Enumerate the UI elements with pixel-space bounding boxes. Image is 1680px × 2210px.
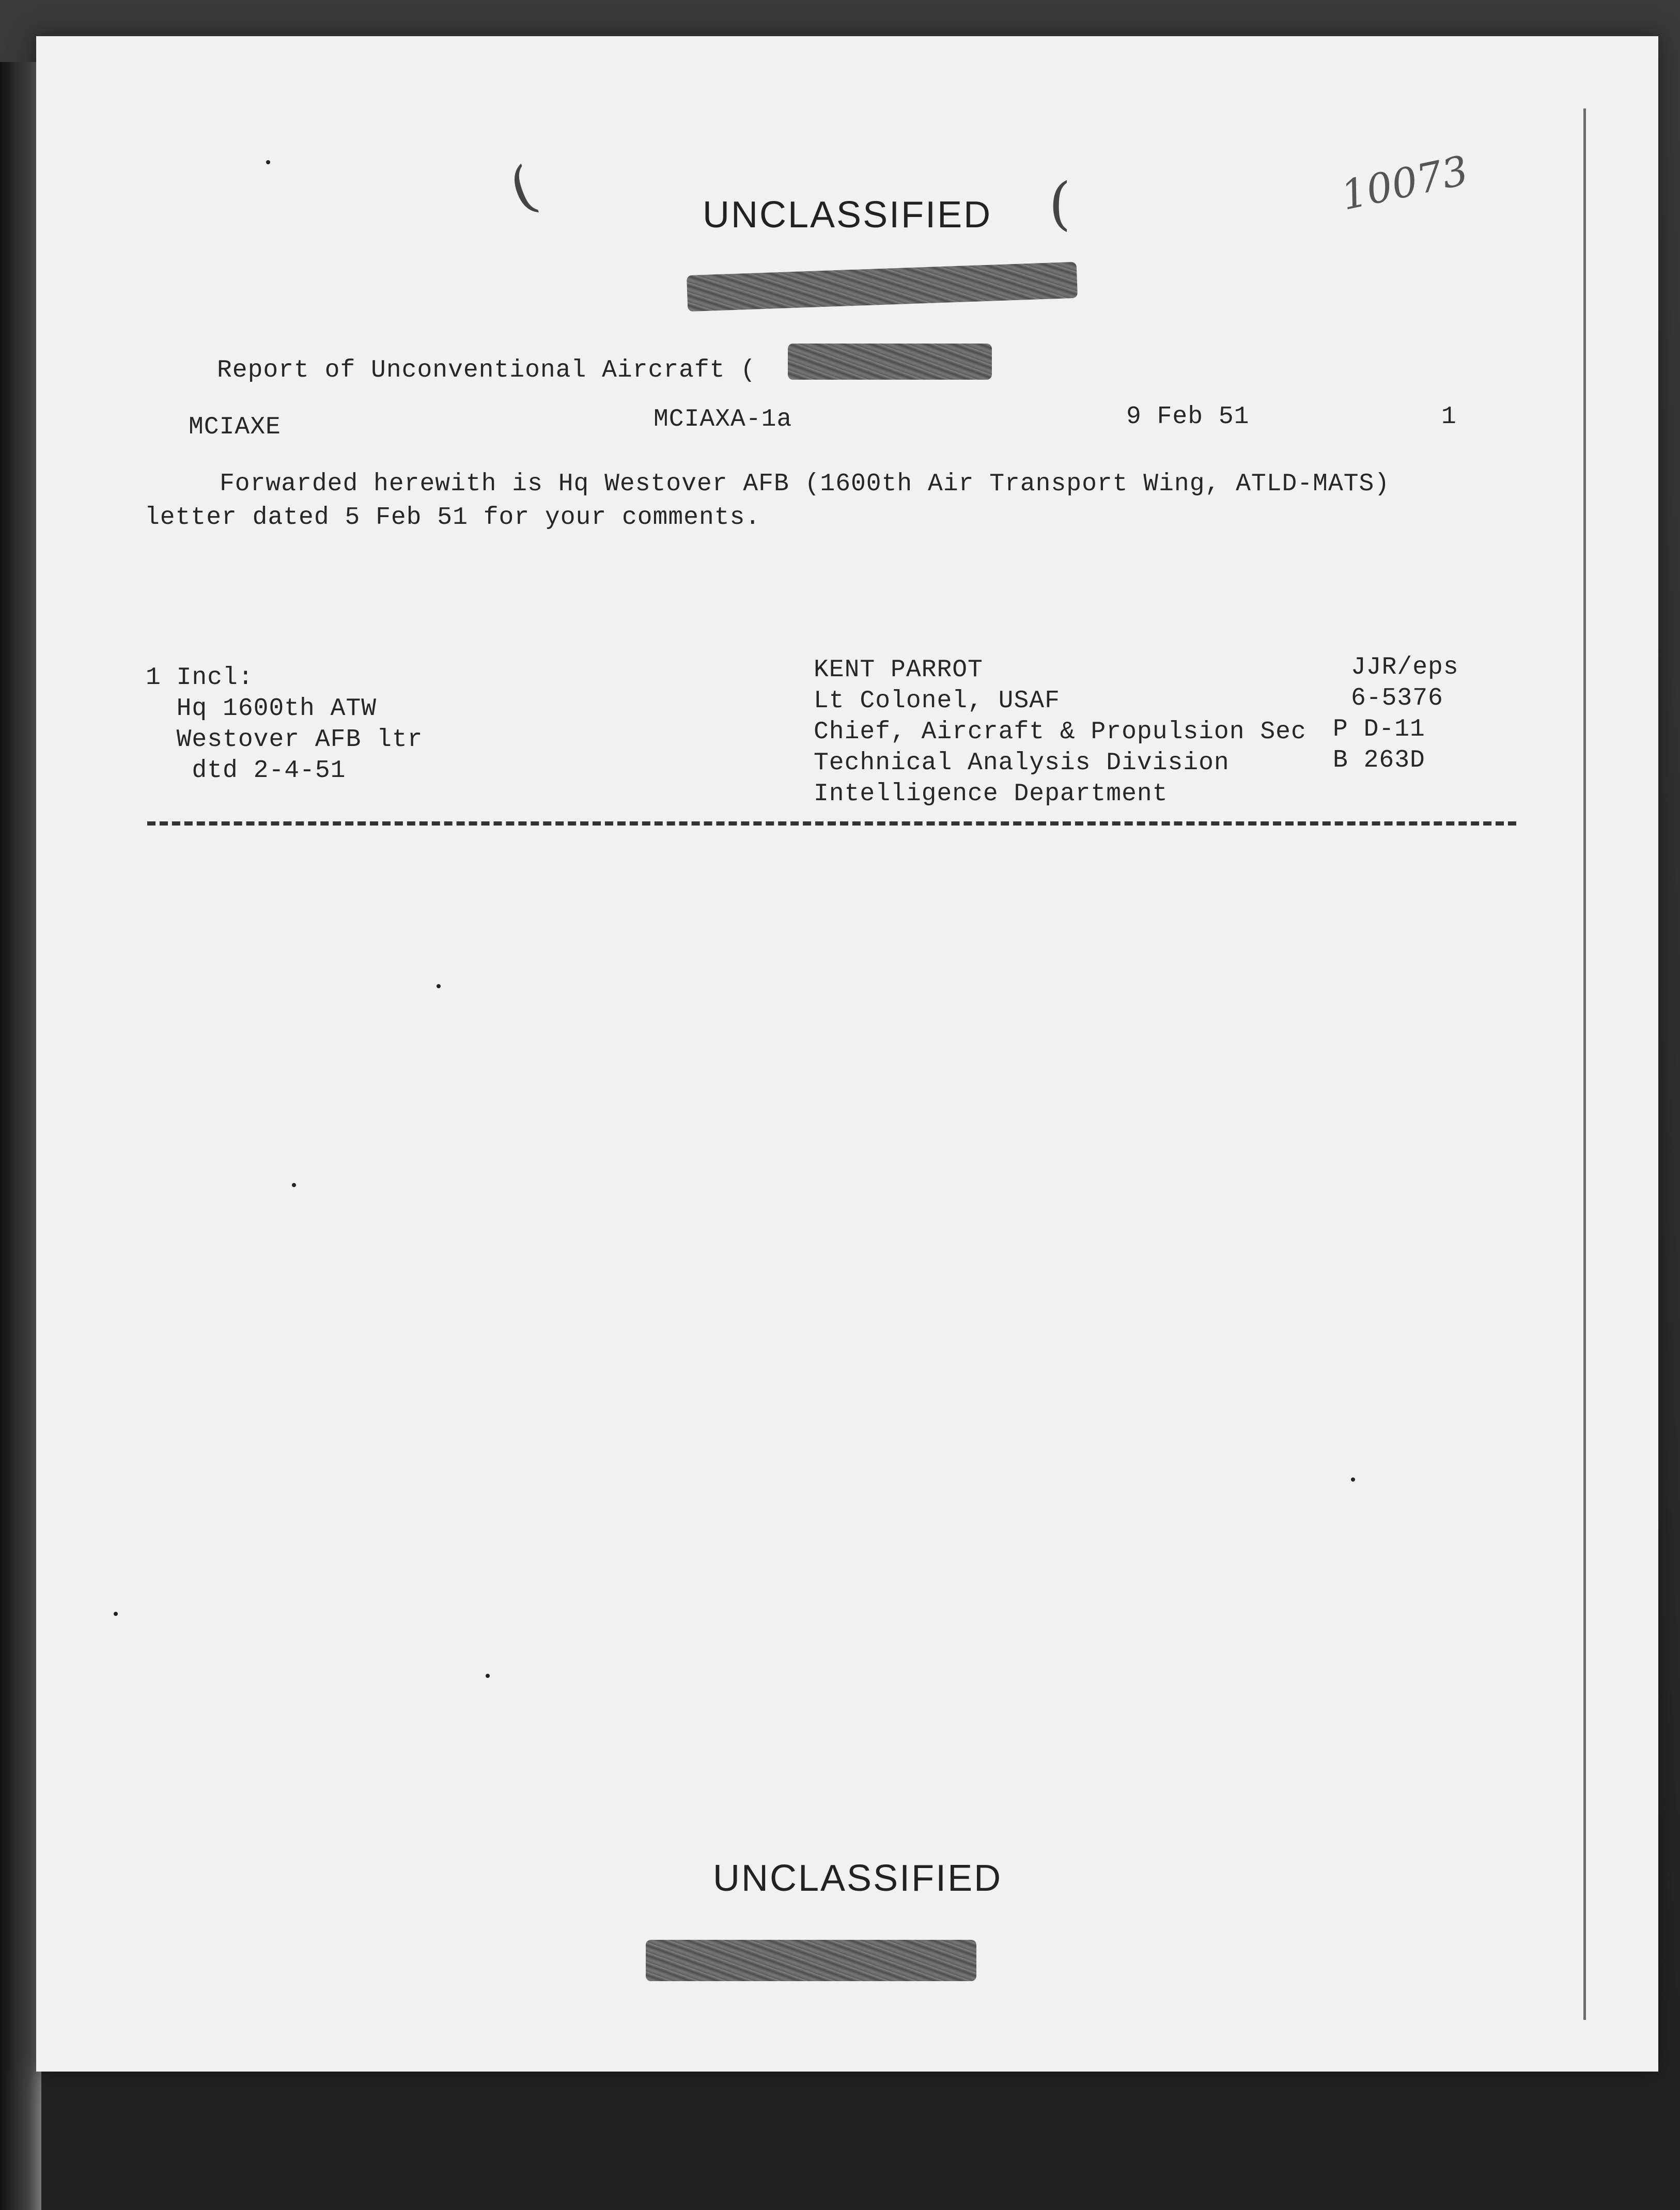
scan-speck xyxy=(266,160,270,164)
signature-line: KENT PARROT xyxy=(814,656,983,684)
bottom-classification-stamp: UNCLASSIFIED xyxy=(713,1858,1003,1899)
routing-line: JJR/eps xyxy=(1351,653,1459,681)
scan-speck xyxy=(292,1183,296,1187)
bottom-redaction-bar xyxy=(646,1940,976,1981)
page-number: 1 xyxy=(1441,403,1457,431)
enclosure-line: dtd 2-4-51 xyxy=(146,757,346,785)
scan-speck xyxy=(437,984,441,988)
header-mark-right: ( xyxy=(1049,170,1071,237)
enclosure-line: Hq 1600th ATW xyxy=(146,695,377,723)
subject-line: Report of Unconventional Aircraft ( xyxy=(217,356,756,384)
body-line-2: letter dated 5 Feb 51 for your comments. xyxy=(145,504,761,532)
routing-line: 6-5376 xyxy=(1351,684,1443,712)
to-office-symbol: MCIAXA-1a xyxy=(654,406,792,433)
enclosure-line: 1 Incl: xyxy=(146,664,254,692)
signature-line: Technical Analysis Division xyxy=(814,749,1230,777)
scan-speck xyxy=(1351,1477,1355,1482)
header-mark-left: ( xyxy=(501,153,545,223)
signature-line: Chief, Aircraft & Propulsion Sec xyxy=(814,718,1306,746)
body-line-1: Forwarded herewith is Hq Westover AFB (1600th Air Transport Wing, ATLD-MATS) xyxy=(220,470,1390,498)
scan-speck xyxy=(114,1612,118,1616)
signature-line: Intelligence Department xyxy=(814,780,1168,808)
document-date: 9 Feb 51 xyxy=(1126,403,1250,431)
dashed-separator xyxy=(147,821,1516,826)
top-classification-stamp: UNCLASSIFIED xyxy=(703,194,992,236)
routing-line: B 263D xyxy=(1333,746,1425,774)
subject-redaction xyxy=(788,344,992,380)
enclosure-line: Westover AFB ltr xyxy=(146,726,423,754)
scan-speck xyxy=(486,1674,490,1678)
handwritten-file-number: 10073 xyxy=(1337,147,1472,220)
signature-line: Lt Colonel, USAF xyxy=(814,687,1060,715)
page-right-edge-line xyxy=(1583,108,1586,2020)
document-page xyxy=(36,36,1658,2072)
from-office-symbol: MCIAXE xyxy=(189,413,281,441)
scan-left-shadow xyxy=(0,62,41,2210)
routing-line: P D-11 xyxy=(1333,715,1425,743)
